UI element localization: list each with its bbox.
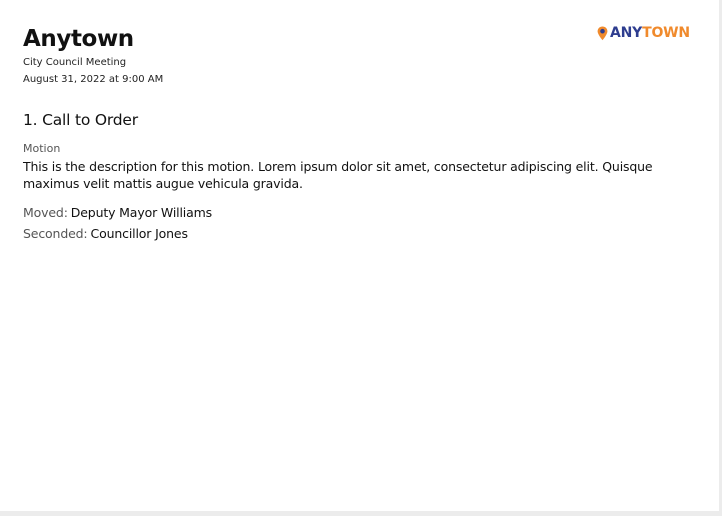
page-title: Anytown xyxy=(23,26,134,52)
map-pin-icon xyxy=(597,26,608,41)
seconded-label: Seconded: xyxy=(23,226,88,241)
moved-label: Moved: xyxy=(23,205,68,220)
logo-text xyxy=(610,24,690,42)
seconded-by-value: Councillor Jones xyxy=(90,226,188,241)
agenda-item-title: 1. Call to Order xyxy=(23,111,138,129)
moved-row xyxy=(23,204,212,222)
motion-description: This is the description for this motion. Lorem ipsum dolor sit amet, consectetur adipiscing elit. Quisque maximus velit mattis augue vehicula gravida. xyxy=(23,159,653,191)
logo-text-any: ANY xyxy=(610,25,643,41)
anytown-logo xyxy=(597,24,690,42)
motion-label: Motion xyxy=(23,142,61,155)
logo-text-town: TOWN xyxy=(642,25,690,41)
meeting-date: August 31, 2022 at 9:00 AM xyxy=(23,74,164,85)
seconded-row xyxy=(23,225,188,243)
moved-by-value: Deputy Mayor Williams xyxy=(70,205,213,220)
meeting-type: City Council Meeting xyxy=(23,57,127,68)
